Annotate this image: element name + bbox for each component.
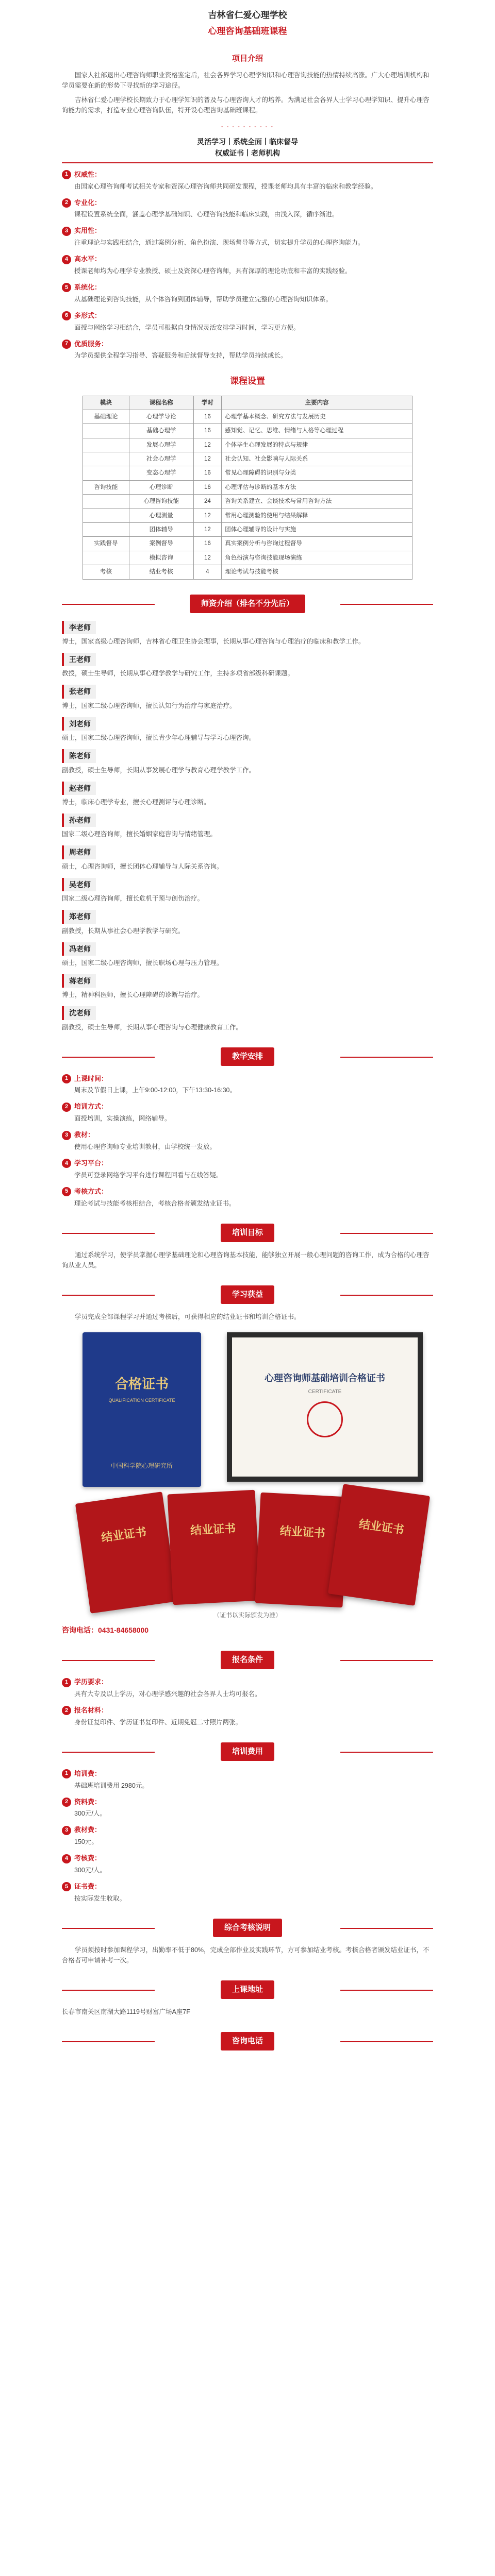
number-badge: 3 [62,1826,71,1835]
teacher-card [0,685,495,710]
hours-cell: 16 [193,537,222,551]
table-row [83,410,412,423]
red-cert-label: 结业证书 [358,1517,405,1536]
course-cell: 案例督导 [129,537,193,551]
number-badge: 2 [62,1798,71,1807]
list-item-text: 300元/人。 [74,1810,106,1818]
list-item-head [62,311,433,321]
list-item [0,339,495,361]
teacher-name: 李老师 [62,621,96,634]
hours-cell: 12 [193,551,222,565]
list-item-title: 高水平： [74,255,102,263]
list-item-title: 实用性： [74,227,102,235]
list-item-text: 授课老师均为心理学专业教授、硕士及资深心理咨询师，具有深厚的理论功底和丰富的实践经验。 [74,267,352,275]
red-certificate-image [167,1489,260,1605]
list-item-head [62,1677,433,1688]
objective-text: 通过系统学习，使学员掌握心理学基础理论和心理咨询基本技能，能够独立开展一般心理问题的咨询工作，成为合格的心理咨询从业人员。 [62,1251,430,1269]
hours-cell: 12 [193,438,222,452]
teacher-card [0,974,495,1000]
list-item-head [62,282,433,293]
arrangement-list [0,1074,495,1209]
teacher-name: 冯老师 [62,942,96,956]
hours-cell: 12 [193,509,222,522]
list-item [0,1677,495,1699]
teachers-banner [62,595,433,613]
number-badge: 2 [62,1103,71,1112]
course-cell: 发展心理学 [129,438,193,452]
list-item-head [62,1705,433,1716]
content-cell: 常用心理测验的使用与结果解释 [222,509,412,522]
teacher-card [0,814,495,839]
objective-banner [62,1224,433,1242]
teacher-name: 刘老师 [62,717,96,731]
white-cert-title: 心理咨询师基础培训合格证书 [265,1373,385,1384]
teacher-name: 赵老师 [62,782,96,795]
seal-icon [307,1401,343,1437]
location-address: 长春市南关区南湖大路1119号财富广场A座7F [62,2008,190,2015]
list-item-title: 学历要求： [74,1678,108,1686]
table-row [83,480,412,494]
feature-list [0,170,495,361]
teacher-desc: 副教授，硕士生导师，长期从事发展心理学与教育心理学教学工作。 [62,766,256,774]
location-banner [62,1981,433,1998]
red-certificate-image [328,1484,430,1606]
table-row [83,452,412,466]
list-item [0,198,495,220]
content-cell: 心理学基本概念、研究方法与发展历史 [222,410,412,423]
contact-banner [62,2032,433,2050]
list-item-head [62,1130,433,1141]
list-item-title: 教材费： [74,1826,102,1834]
list-item-text: 学员可登录网络学习平台进行课程回看与在线答疑。 [74,1171,223,1179]
page-header [0,0,495,43]
list-item-title: 培训方式： [74,1103,108,1111]
teacher-card [0,621,495,647]
enroll-banner [62,1651,433,1669]
list-item-text: 为学员提供全程学习指导、答疑服务和后续督导支持，帮助学员持续成长。 [74,352,287,360]
teacher-desc: 博士，国家高级心理咨询师，吉林省心理卫生协会理事，长期从事心理咨询与心理治疗的临床和教学工作。 [62,637,365,645]
fees-banner [62,1743,433,1760]
list-item-title: 学习平台： [74,1159,108,1167]
teacher-desc: 教授，硕士生导师，长期从事心理学教学与研究工作，主持多项省部级科研课题。 [62,670,294,677]
contact-banner-label: 咨询电话 [221,2032,274,2050]
list-item-text: 面授培训，实操演练，网络辅导。 [74,1115,171,1123]
intro-paragraph: 国家人社部退出心理咨询师职业资格鉴定后，社会各界学习心理学知识和心理咨询技能的热情持续高涨。广大心理培训机构和学员需要在新的形势下寻找新的学习途径。 [62,72,430,90]
content-cell: 理论考试与技能考核 [222,565,412,579]
teacher-card [0,1006,495,1032]
number-badge: 3 [62,227,71,236]
teacher-name: 陈老师 [62,749,96,762]
number-badge: 4 [62,255,71,264]
table-row [83,523,412,537]
exam-text: 学员须按时参加课程学习，出勤率不低于80%，完成全部作业及实践环节，方可参加结业考核。考核合格者颁发结业证书，不合格者可申请补考一次。 [62,1946,430,1964]
list-item-head [62,1187,433,1197]
list-item [0,1769,495,1791]
hours-cell: 16 [193,480,222,494]
red-cert-label: 结业证书 [279,1524,326,1539]
qualification-certificate-image [82,1332,201,1487]
number-badge: 5 [62,1882,71,1891]
number-badge: 6 [62,311,71,320]
red-cert-label: 结业证书 [190,1521,236,1537]
module-cell [83,438,129,452]
curriculum-table-wrap [0,396,495,580]
list-item-head [62,254,433,265]
list-item-title: 上课时间： [74,1074,108,1082]
arrangement-banner-label: 教学安排 [221,1047,274,1066]
list-item-head [62,1853,433,1864]
course-cell: 变态心理学 [129,466,193,480]
number-badge: 5 [62,1187,71,1196]
list-item-title: 资料费： [74,1798,102,1806]
list-item [0,311,495,333]
blue-cert-org: 中国科学院心理研究所 [110,1462,173,1469]
course-cell: 团体辅导 [129,523,193,537]
enroll-list [0,1677,495,1727]
number-badge: 1 [62,170,71,179]
teacher-list [0,621,495,1032]
number-badge: 1 [62,1074,71,1083]
list-item-head [62,1074,433,1084]
list-item [0,1130,495,1152]
list-item-title: 权威性： [74,170,102,178]
teacher-name: 孙老师 [62,814,96,827]
list-item-head [62,1101,433,1112]
teacher-desc: 国家二级心理咨询师，擅长危机干预与创伤治疗。 [62,895,204,903]
list-item-head [62,1769,433,1780]
course-cell: 模拟咨询 [129,551,193,565]
hours-cell: 12 [193,523,222,537]
course-cell: 心理学导论 [129,410,193,423]
teacher-card [0,749,495,775]
certificate-banner [62,1286,433,1303]
fees-banner-label: 培训费用 [221,1742,274,1761]
exam-banner [62,1919,433,1937]
content-cell: 咨询关系建立、会谈技术与常用咨询方法 [222,495,412,509]
hours-cell: 16 [193,410,222,423]
teacher-card [0,942,495,968]
module-cell [83,495,129,509]
hours-cell: 16 [193,424,222,438]
list-item [0,1101,495,1124]
content-cell: 社会认知、社会影响与人际关系 [222,452,412,466]
list-item [0,1705,495,1727]
list-item-text: 面授与网络学习相结合，学员可根据自身情况灵活安排学习时间，学习更方便。 [74,324,300,331]
teacher-card [0,782,495,807]
module-cell [83,551,129,565]
teacher-desc: 硕士，心理咨询师，擅长团体心理辅导与人际关系咨询。 [62,862,223,870]
content-cell: 心理评估与诊断的基本方法 [222,480,412,494]
list-item-head [62,339,433,350]
list-item-text: 基础班培训费用 2980元。 [74,1782,148,1789]
list-item-title: 报名材料： [74,1706,108,1715]
module-cell: 基础理论 [83,410,129,423]
module-cell [83,509,129,522]
list-item-text: 由国家心理咨询师考试相关专家和资深心理咨询师共同研发课程，授课老师均具有丰富的临床和教学经验。 [74,182,377,190]
teacher-card [0,910,495,936]
list-item [0,1825,495,1847]
course-cell: 基础心理学 [129,424,193,438]
content-cell: 常见心理障碍的识别与分类 [222,466,412,480]
teacher-name: 吴老师 [62,878,96,891]
column-header: 课程名称 [129,396,193,410]
list-item-title: 多形式： [74,311,102,319]
teacher-name: 周老师 [62,845,96,859]
course-cell: 心理测量 [129,509,193,522]
module-cell [83,523,129,537]
certificate-banner-label: 学习获益 [221,1285,274,1304]
table-header-row [83,396,412,410]
teacher-desc: 博士，精神科医师，擅长心理障碍的诊断与治疗。 [62,991,204,999]
list-item [0,254,495,276]
fees-list [0,1769,495,1904]
divider-dashes: - - - - - - - - - - [221,124,274,130]
list-item-title: 教材： [74,1131,95,1139]
certificate-text: 学员完成全部课程学习并通过考核后，可获得相应的结业证书和培训合格证书。 [75,1313,301,1320]
teacher-card [0,717,495,743]
exam-banner-label: 综合考核说明 [213,1919,282,1937]
training-certificate-image [227,1332,423,1482]
certificate-gallery [62,1327,433,1605]
school-name: 吉林省仁爱心理学校 [208,10,287,20]
list-item-text: 150元。 [74,1838,98,1846]
number-badge: 4 [62,1159,71,1168]
list-item-text: 课程设置系统全面，涵盖心理学基础知识、心理咨询技能和临床实践，由浅入深，循序渐进。 [74,211,339,218]
list-item-title: 考核方式： [74,1187,108,1195]
module-cell: 咨询技能 [83,480,129,494]
table-row [83,565,412,579]
list-item-text: 按实际发生收取。 [74,1894,126,1902]
number-badge: 4 [62,1854,71,1863]
column-header: 模块 [83,396,129,410]
teacher-card [0,653,495,679]
module-cell [83,466,129,480]
number-badge: 5 [62,283,71,292]
tagline: 灵活学习丨系统全面丨临床督导 [197,137,298,146]
list-item-text: 理论考试与技能考核相结合，考核合格者颁发结业证书。 [74,1199,236,1207]
teachers-banner-label: 师资介绍（排名不分先后） [190,595,305,613]
teacher-desc: 博士，临床心理学专业，擅长心理测评与心理诊断。 [62,798,210,806]
content-cell: 个体毕生心理发展的特点与规律 [222,438,412,452]
number-badge: 2 [62,1706,71,1715]
hours-cell: 24 [193,495,222,509]
list-item [0,1187,495,1209]
teacher-card [0,845,495,871]
blue-cert-title: 合格证书 [114,1376,169,1392]
teacher-name: 王老师 [62,653,96,666]
list-item-head [62,1882,433,1892]
number-badge: 3 [62,1131,71,1140]
table-row [83,537,412,551]
course-name: 心理咨询基础班课程 [208,26,287,37]
red-certificate-image [75,1492,177,1614]
list-item-text: 从基础理论到咨询技能，从个体咨询到团体辅导，帮助学员建立完整的心理咨询知识体系。 [74,295,333,303]
list-item [0,1074,495,1096]
teacher-desc: 副教授，长期从事社会心理学教学与研究。 [62,927,185,935]
content-cell: 角色扮演与咨询技能现场演练 [222,551,412,565]
hours-cell: 12 [193,452,222,466]
module-cell [83,424,129,438]
content-cell: 感知觉、记忆、思维、情绪与人格等心理过程 [222,424,412,438]
list-item-head [62,1825,433,1836]
list-item-text: 使用心理咨询师专业培训教材，由学校统一发放。 [74,1143,217,1151]
number-badge: 2 [62,198,71,208]
number-badge: 7 [62,340,71,349]
list-item-title: 证书费： [74,1883,102,1891]
list-item-title: 考核费： [74,1854,102,1862]
list-item-head [62,1158,433,1169]
consult-phone: 咨询电话：0431-84658000 [62,1625,149,1634]
teacher-desc: 国家二级心理咨询师，擅长婚姻家庭咨询与情绪管理。 [62,831,217,838]
teacher-name: 沈老师 [62,1006,96,1020]
table-row [83,509,412,522]
curriculum-table [82,396,412,580]
list-item-title: 优质服务： [74,340,108,348]
list-item-text: 身份证复印件、学历证书复印件、近期免冠二寸照片两张。 [74,1718,242,1726]
teacher-desc: 博士，国家二级心理咨询师，擅长认知行为治疗与家庭治疗。 [62,702,236,709]
list-item-head [62,1797,433,1808]
white-cert-subtitle: CERTIFICATE [308,1389,342,1395]
teacher-desc: 副教授，硕士生导师，长期从事心理咨询与心理健康教育工作。 [62,1023,243,1031]
divider-line [62,162,433,163]
course-cell: 心理诊断 [129,480,193,494]
hours-cell: 4 [193,565,222,579]
content-cell: 真实案例分析与咨询过程督导 [222,537,412,551]
teacher-desc: 硕士，国家二级心理咨询师，擅长青少年心理辅导与学习心理咨询。 [62,734,256,742]
teacher-desc: 硕士，国家二级心理咨询师，擅长职场心理与压力管理。 [62,959,223,967]
teacher-name: 张老师 [62,685,96,698]
table-row [83,466,412,480]
curriculum-body [83,410,412,579]
content-cell: 团体心理辅导的设计与实施 [222,523,412,537]
blue-cert-subtitle: QUALIFICATION CERTIFICATE [108,1398,175,1403]
list-item-text: 300元/人。 [74,1867,106,1874]
intro-paragraph: 吉林省仁爱心理学校长期致力于心理学知识的普及与心理咨询人才的培养。为满足社会各界人士学习心理学知识、提升心理咨询能力的需求，打造专业心理咨询队伍，特开设心理咨询基础班课程。 [62,96,430,114]
teacher-name: 郑老师 [62,910,96,923]
column-header: 主要内容 [222,396,412,410]
list-item-text: 周末及节假日上课，上午9:00-12:00，下午13:30-16:30。 [74,1087,236,1094]
intro-title: 项目介绍 [232,54,263,63]
certificate-caption: （证书以实际颁发为准） [213,1611,282,1619]
table-row [83,495,412,509]
list-item-title: 系统化： [74,283,102,291]
list-item [0,1158,495,1180]
objective-banner-label: 培训目标 [221,1224,274,1242]
teacher-name: 蒋老师 [62,974,96,988]
course-cell: 结业考核 [129,565,193,579]
location-banner-label: 上课地址 [221,1980,274,1999]
red-cert-label: 结业证书 [100,1524,147,1545]
list-item [0,1882,495,1904]
list-item [0,282,495,304]
table-row [83,424,412,438]
tagline: 权威证书丨老师机构 [215,149,280,158]
list-item [0,170,495,192]
arrangement-banner [62,1048,433,1065]
list-item-text: 具有大专及以上学历，对心理学感兴趣的社会各界人士均可报名。 [74,1690,261,1698]
teacher-card [0,878,495,904]
module-cell: 实践督导 [83,537,129,551]
hours-cell: 16 [193,466,222,480]
number-badge: 1 [62,1769,71,1778]
list-item-text: 注重理论与实践相结合，通过案例分析、角色扮演、现场督导等方式，切实提升学员的心理咨询能力。 [74,239,365,247]
course-cell: 心理咨询技能 [129,495,193,509]
module-cell [83,452,129,466]
list-item-title: 专业化： [74,198,102,207]
list-item [0,1797,495,1819]
curriculum-title: 课程设置 [230,376,265,386]
list-item-head [62,226,433,236]
column-header: 学时 [193,396,222,410]
list-item [0,226,495,248]
module-cell: 考核 [83,565,129,579]
list-item [0,1853,495,1875]
table-row [83,438,412,452]
list-item-head [62,198,433,209]
course-cell: 社会心理学 [129,452,193,466]
table-row [83,551,412,565]
list-item-title: 培训费： [74,1769,102,1777]
list-item-head [62,170,433,180]
enroll-banner-label: 报名条件 [221,1651,274,1669]
number-badge: 1 [62,1678,71,1687]
